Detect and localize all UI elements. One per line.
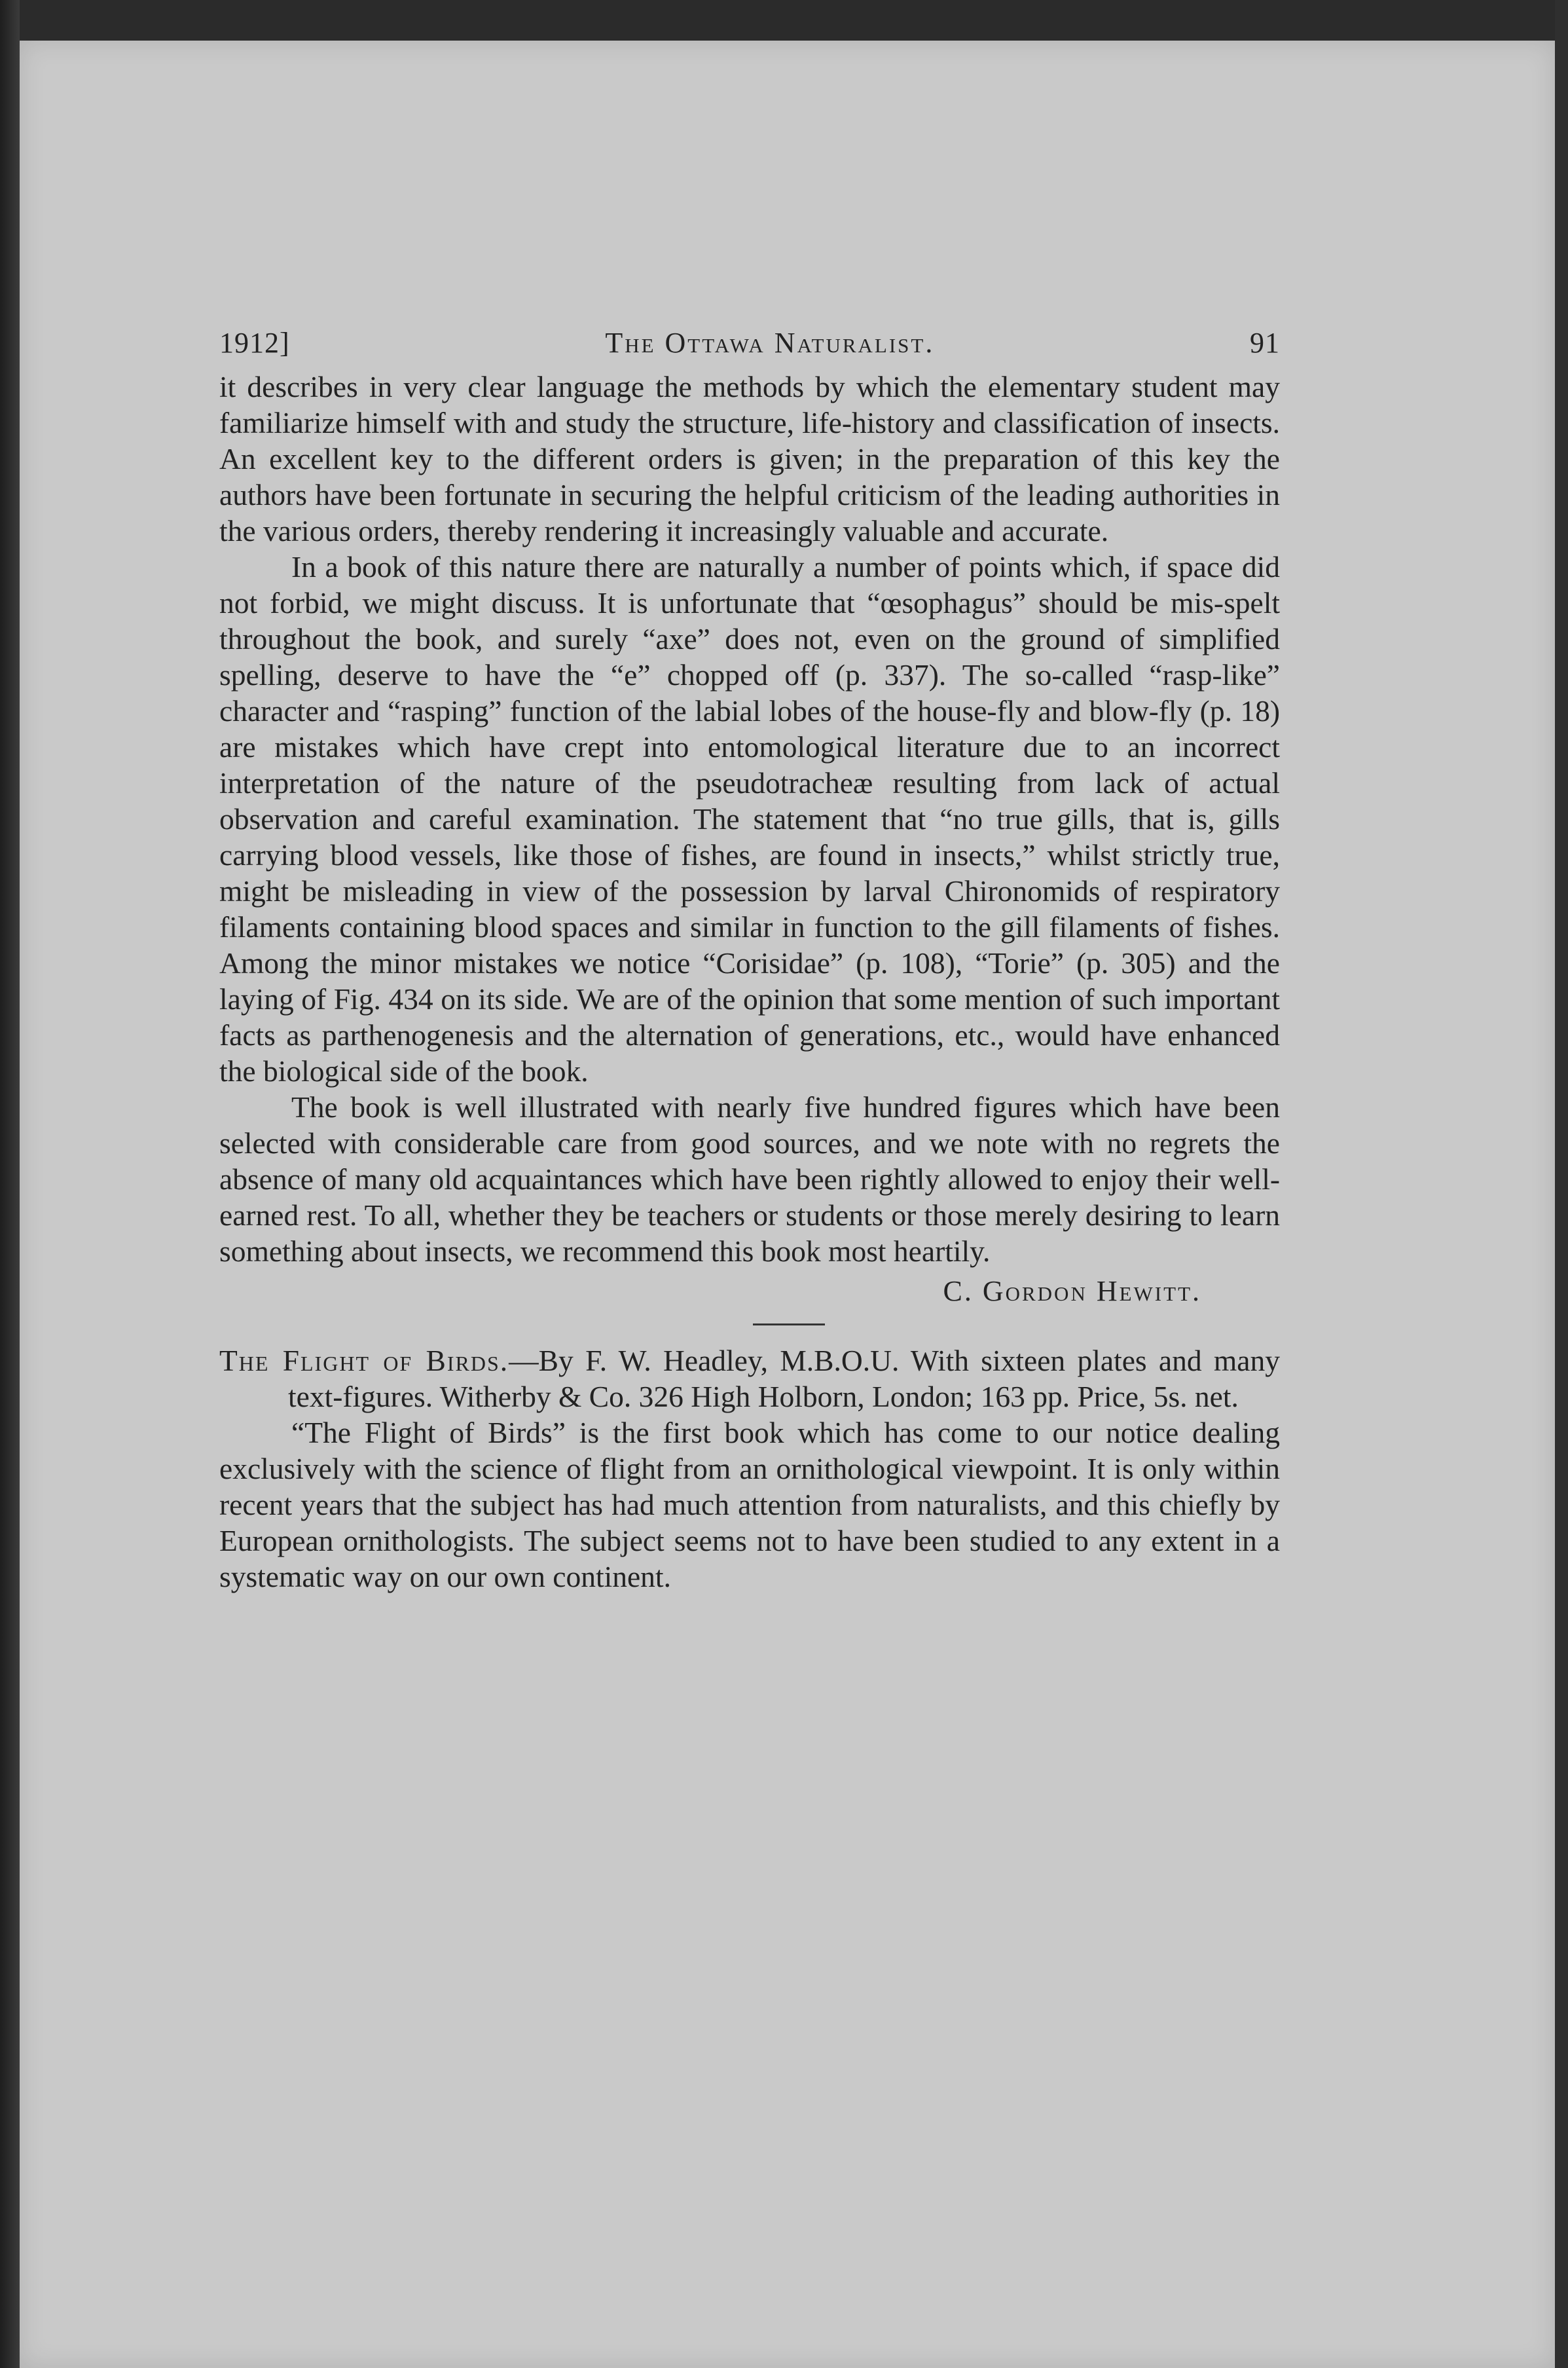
journal-title: The Ottawa Naturalist. (605, 327, 935, 359)
header-year: 1912] (219, 327, 290, 359)
review-two (219, 1415, 1280, 1595)
review-one-paragraph: it describes in very clear language the methods by which the elementary student may familiarize himself with and study the structure, life-history and classification of insects. An excellent key to the different orders is given; in the preparation of this key the authors have been fortunate in securing the helpful criticism of the leading authorities in the various orders, thereby rendering it increasingly valuable and accurate. (219, 370, 1280, 547)
section-divider (753, 1323, 825, 1325)
page-number: 91 (1250, 327, 1280, 359)
reviewer-signature: C. Gordon Hewitt. (943, 1275, 1201, 1307)
book-spine-shadow (0, 0, 20, 2368)
book-title: The Flight of Birds. (219, 1344, 509, 1377)
review-one-paragraph: In a book of this nature there are naturally a number of points which, if space did not forbid, we might discuss. It is unfortunate that “œsophagus” should be mis-spelt throughout the book, and surely “axe” does not, even on the ground of simplified spelling, deserve to have the “e” chopped off (p. 337). The so-called “rasp-like” character and “rasping” function of the labial lobes of the house-fly and blow-fly (p. 18) are mistakes which have crept into entomological literature due to an incorrect interpretation of the nature of the pseudotracheæ resulting from lack of actual observation and careful examination. The statement that “no true gills, that is, gills carrying blood vessels, like those of fishes, are found in insects,” whilst strictly true, might be misleading in view of the possession by larval Chironomids of respiratory filaments containing blood spaces and similar in function to the gill filaments of fishes. Among the minor mistakes we notice “Corisidae” (p. 108), “Torie” (p. 305) and the laying of Fig. 434 on its side. We are of the opinion that some mention of such important facts as parthenogenesis and the alternation of generations, etc., would have enhanced the biological side of the book. (219, 550, 1280, 1088)
page-content (219, 326, 1280, 1595)
running-header (219, 326, 1280, 360)
review-two-paragraph: “The Flight of Birds” is the first book which has come to our notice dealing exclusively with the science of flight from an ornithological viewpoint. It is only within recent years that the subject has had much attention from naturalists, and this chiefly by European ornithologists. The subject seems not to have been studied to any extent in a systematic way on our own continent. (219, 1416, 1280, 1593)
review-one-paragraph: The book is well illustrated with nearly five hundred figures which have been selected with considerable care from good sources, and we note with no regrets the absence of many old acquaintances which have been rightly allowed to enjoy their well-earned rest. To all, whether they be teachers or students or those merely desiring to learn something about insects, we recommend this book most heartily. (219, 1090, 1280, 1268)
review-one (219, 369, 1280, 1309)
page-edge-shadow (1555, 0, 1568, 2368)
review-two-heading (219, 1342, 1280, 1415)
book-citation: —By F. W. Headley, M.B.O.U. With sixteen plates and many text-figures. Witherby & Co. 326 High Holborn, London; 163 pp. Price, 5s. net. (288, 1344, 1280, 1413)
